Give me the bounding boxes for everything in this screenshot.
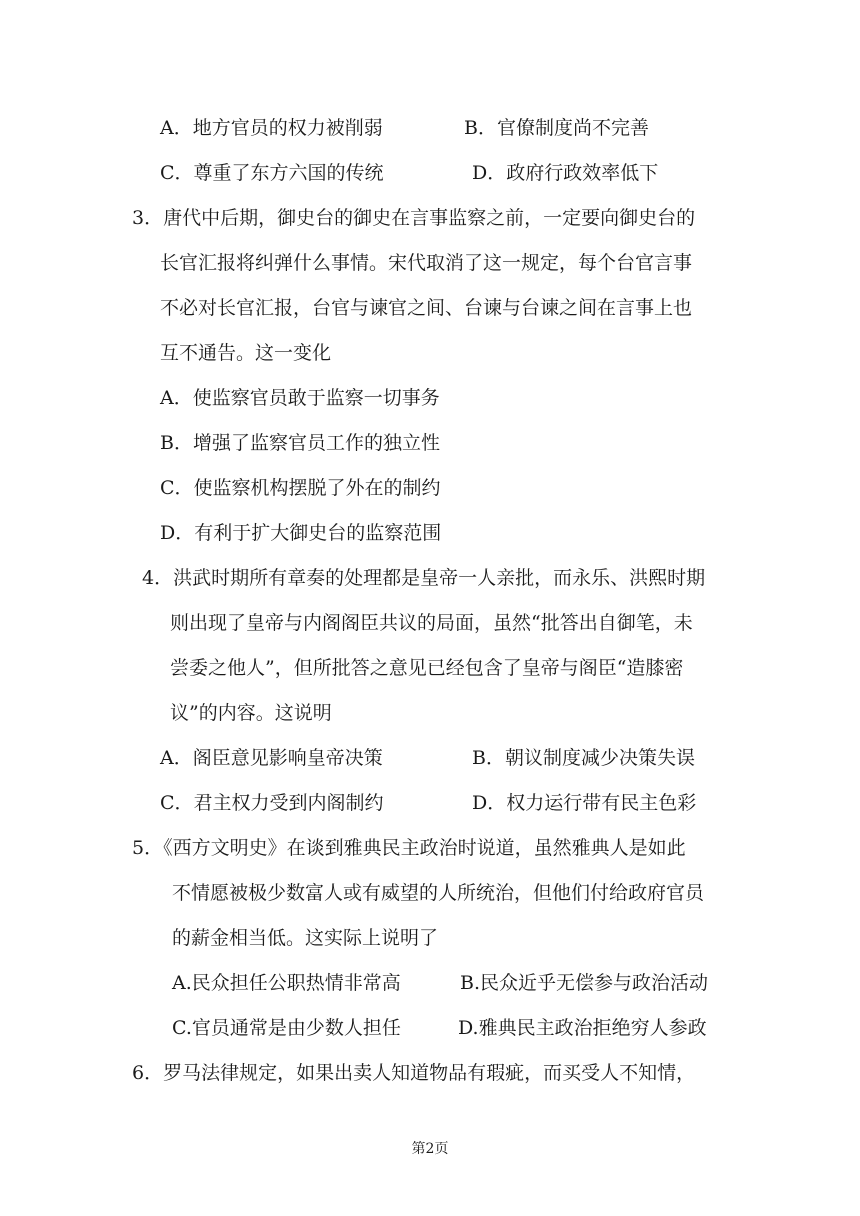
q4-line-1: 4．洪武时期所有章奏的处理都是皇帝一人亲批，而永乐、洪熙时期	[142, 567, 706, 589]
q4-line-3: 尝委之他人”，但所批答之意见已经包含了皇帝与阁臣“造膝密	[170, 657, 684, 679]
q4-option-a: A．阁臣意见影响皇帝决策	[160, 747, 383, 769]
q4-option-c: C．君主权力受到内阁制约	[160, 792, 384, 814]
page-number: 第2页	[411, 1141, 449, 1157]
q3-line-3: 不必对长官汇报，台官与谏官之间、台谏与台谏之间在言事上也	[160, 297, 693, 319]
q5-line-1: 5．《西方文明史》在谈到雅典民主政治时说道，虽然雅典人是如此	[132, 837, 686, 859]
q5-option-d: D.雅典民主政治拒绝穷人参政	[458, 1017, 707, 1039]
q4-line-4: 议”的内容。这说明	[170, 702, 332, 724]
q4-option-d: D．权力运行带有民主色彩	[472, 792, 697, 814]
q5-option-c: C.官员通常是由少数人担任	[172, 1017, 401, 1039]
q5-line-2: 不情愿被极少数富人或有威望的人所统治，但他们付给政府官员	[172, 882, 705, 904]
q3-option-a: A．使监察官员敢于监察一切事务	[160, 387, 440, 409]
q5-line-3: 的薪金相当低。这实际上说明了	[172, 927, 439, 949]
q3-line-1: 3．唐代中后期，御史台的御史在言事监察之前，一定要向御史台的	[132, 207, 696, 229]
q5-option-a: A.民众担任公职热情非常高	[172, 972, 401, 994]
q2-option-c: C．尊重了东方六国的传统	[160, 162, 384, 184]
q2-option-b: B．官僚制度尚不完善	[464, 117, 649, 139]
q6-line-1: 6．罗马法律规定，如果出卖人知道物品有瑕疵，而买受人不知情，	[132, 1062, 696, 1084]
q2-option-a: A．地方官员的权力被削弱	[160, 117, 383, 139]
q3-line-4: 互不通告。这一变化	[160, 342, 332, 364]
q3-option-b: B．增强了监察官员工作的独立性	[160, 432, 440, 454]
q3-option-d: D．有利于扩大御史台的监察范围	[160, 522, 442, 544]
q4-option-b: B．朝议制度减少决策失误	[472, 747, 695, 769]
q4-line-2: 则出现了皇帝与内阁阁臣共议的局面，虽然“批答出自御笔，未	[170, 612, 693, 634]
q2-option-d: D．政府行政效率低下	[472, 162, 659, 184]
q5-option-b: B.民众近乎无偿参与政治活动	[460, 972, 709, 994]
q3-line-2: 长官汇报将纠弹什么事情。宋代取消了这一规定，每个台官言事	[160, 252, 693, 274]
q3-option-c: C．使监察机构摆脱了外在的制约	[160, 477, 441, 499]
